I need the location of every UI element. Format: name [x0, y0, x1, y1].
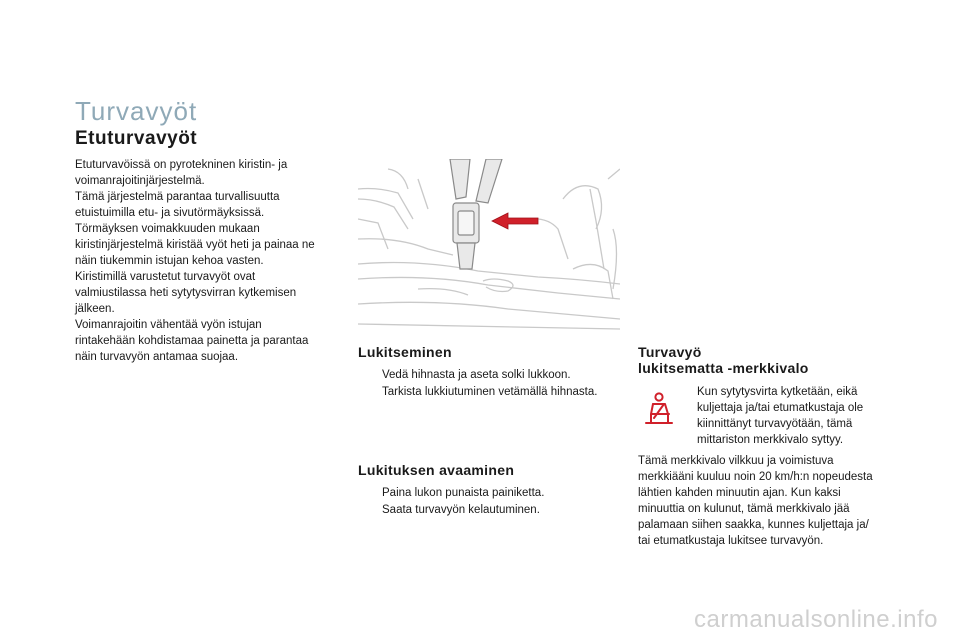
text-line: lähtien kahden minuutin ajan. Kun kaksi — [638, 487, 841, 499]
intro-line: valmiustilassa heti sytytysvirran kytkemisen — [75, 287, 297, 299]
intro-line: Tämä järjestelmä parantaa turvallisuutta — [75, 191, 280, 203]
text-line: minuuttia on kulunut, tämä merkkivalo jää — [638, 503, 850, 515]
text-line: merkkiääni kuuluu noin 20 km/h:n nopeudesta — [638, 471, 873, 483]
desc-line: kuljettaja ja/tai etumatkustaja ole — [697, 402, 864, 414]
intro-line: etuistuimilla etu- ja sivutörmäyksissä. — [75, 207, 265, 219]
seatbelt-buckle-illustration — [358, 159, 620, 333]
intro-line: Etuturvavöissä on pyrotekninen kiristin- ja — [75, 159, 288, 171]
step-text: Paina lukon punaista painiketta. — [382, 487, 545, 499]
list-item — [360, 485, 544, 502]
list-item — [360, 367, 597, 384]
step-text: Vedä hihnasta ja aseta solki lukkoon. — [382, 369, 571, 381]
intro-line: näin tiukemmin istujan kehoa vasten. — [75, 255, 264, 267]
warning-text — [638, 453, 900, 549]
intro-text — [75, 157, 350, 365]
list-item — [360, 502, 544, 519]
desc-line: kiinnittänyt turvavyötään, tämä — [697, 418, 853, 430]
intro-line: Kiristimillä varustetut turvavyöt ovat — [75, 271, 256, 283]
page-title: Turvavyöt — [75, 96, 198, 126]
intro-line: voimanrajoitinjärjestelmä. — [75, 175, 205, 187]
step-text: Saata turvavyön kelautuminen. — [382, 504, 540, 516]
heading-line: lukitsematta -merkkivalo — [638, 360, 809, 376]
unlocking-steps — [360, 485, 544, 519]
step-text: Tarkista lukkiutuminen vetämällä hihnasta. — [382, 386, 598, 398]
intro-line: kiristinjärjestelmä kiristää vyöt heti ja painaa ne — [75, 239, 315, 251]
section-title: Etuturvavyöt — [75, 128, 198, 149]
intro-line: näin turvavyön antamaa suojaa. — [75, 351, 239, 363]
desc-line: mittariston merkkivalo syttyy. — [697, 434, 844, 446]
seatbelt-warning-heading — [638, 344, 809, 376]
intro-line: Törmäyksen voimakkuuden mukaan — [75, 223, 260, 235]
intro-line: rintakehään kohdistamaa painetta ja parantaa — [75, 335, 309, 347]
intro-line: Voimanrajoitin vähentää vyön istujan — [75, 319, 262, 331]
text-line: palamaan siihen saakka, kunnes kuljettaja ja/ — [638, 519, 869, 531]
desc-line: Kun sytytysvirta kytketään, eikä — [697, 386, 858, 398]
seatbelt-warning-icon — [642, 392, 678, 426]
heading-line: Turvavyö — [638, 344, 702, 360]
text-line: tai etumatkustaja lukitsee turvavyön. — [638, 535, 824, 547]
text-line: Tämä merkkivalo vilkkuu ja voimistuva — [638, 455, 834, 467]
unlocking-heading: Lukituksen avaaminen — [358, 462, 515, 478]
list-item — [360, 384, 597, 401]
locking-heading: Lukitseminen — [358, 344, 452, 360]
intro-line: jälkeen. — [75, 303, 115, 315]
warning-description — [697, 384, 897, 448]
locking-steps — [360, 367, 597, 401]
watermark: carmanualsonline.info — [694, 606, 938, 633]
